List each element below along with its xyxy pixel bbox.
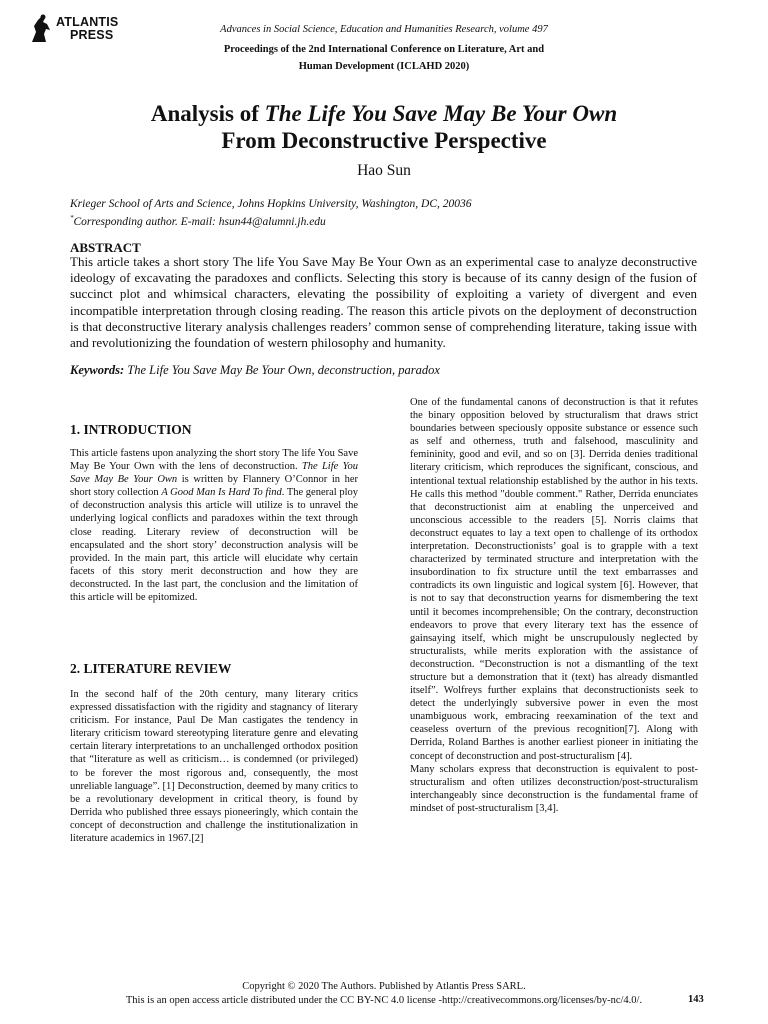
intro-text-3: . The general ploy of deconstruction analysis this article will utilize is to unravel the underlying logical conflicts and paradoxes within the text through close reading. Literary review of deconstruction will be encapsulated and the short story’ deconstruction analysis will be provided. In the main part, this article will elucidate why certain facets of this story merit deconstruction and how they are deconstructed. In the last part, the conclusion and the limitation of this article will be epitomized.	[70, 487, 358, 604]
right-column-paragraph-2: Many scholars express that deconstruction is equivalent to post-structuralism and often utilizes deconstruction/post-structuralism interchangeably since deconstruction is the fundamental frame of mindset of post-structuralism [3,4].	[410, 763, 698, 814]
publisher-name	[56, 16, 118, 42]
abstract-text: This article takes a short story The life You Save May Be Your Own as an experimental case to analyze deconstructive ideology of excavating the paradoxes and conflicts. Selecting this story is because of its canny design of the fusion of succinct plot and whimsical characters, elevating the possibility of exploiting a variety of divergent and even incompatible interpretation through closing reading. The reason this article pivots on the deployment of deconstruction is that deconstructive literary analysis challenges readers’ common sense of comprehending literature, taking issue with and revolutionizing the foundation of western philosophy and humanity.	[70, 254, 697, 351]
proceedings-line1: Proceedings of the 2nd International Conference on Literature, Art and	[223, 44, 545, 55]
title-line2: From Deconstructive Perspective	[221, 128, 547, 153]
keywords	[70, 363, 697, 378]
right-column	[410, 396, 698, 815]
proceedings-line2: Human Development (ICLAHD 2020)	[298, 61, 470, 72]
section-heading-introduction: 1. INTRODUCTION	[70, 422, 192, 437]
affiliation-line2: Corresponding author. E-mail: hsun44@alumni.jh.edu	[73, 215, 326, 228]
affiliation	[70, 197, 472, 229]
abstract-heading: ABSTRACT	[70, 240, 141, 255]
intro-text-1: This article fastens upon analyzing the short story The life You Save May Be Your Own with the lens of deconstruction.	[70, 448, 358, 473]
affiliation-line1: Krieger School of Arts and Science, Johns Hopkins University, Washington, DC, 20036	[70, 198, 472, 210]
footer-license: This is an open access article distributed under the CC BY-NC 4.0 license -http://creativecommons.org/licenses/by-nc/4.0/.	[125, 995, 643, 1006]
intro-italic-2: A Good Man Is Hard To find	[161, 487, 282, 499]
footer-copyright: Copyright © 2020 The Authors. Published by Atlantis Press SARL.	[242, 981, 526, 992]
affiliation-star: *	[70, 214, 74, 222]
keywords-label: Keywords:	[70, 363, 125, 377]
keywords-text: The Life You Save May Be Your Own, deconstruction, paradox	[124, 363, 440, 377]
page-number: 143	[688, 994, 704, 1005]
intro-text-2: is written by Flannery O’Connor in her short story collection	[70, 474, 358, 499]
atlantis-figure-icon	[30, 14, 52, 44]
paper-title	[40, 100, 728, 154]
right-column-paragraph-1: One of the fundamental canons of deconstruction is that it refutes the binary opposition beloved by structuralism that draws strict boundaries between speciously opposite substance or essence such as self and otherness, truth and falsehood, masculinity and femininity, good and evil, and so on [3]. Derrida denies traditional literary criticism, which reproduces the significant, conscious, and intentional textual relationship established by the author in his texts. He calls this method "double comment." Rather, Derrida enunciates that deconstructionist aim at enabling the unperceived and unconscious accessible to the readers [5]. Norris claims that deconstruct equates to lay a text open to challenge of its orthodox interpretation. Deconstructionists’ goal is to grapple with a text characterized by terminated structure and interpretation with the insubordination to fix structure until the text embarrasses and contradicts its own linguistic and logical system [6]. However, that is not to say that deconstruction yearns for dismembering the text until it becomes incomprehensible; On the contrary, deconstruction endeavors to prove that every literary text has the essence of gainsaying itself, which might be unscrupulously neglected by structuralists, while merits exploration with the assistance of deconstruction. “Deconstruction is not a dismantling of the text structure but a demonstration that it (text) has already dismantled itself”. Wolfreys further explains that deconstructionists seek to detect the underlyingly subversive power in even the most unambiguous work, embracing reexamination of the text and ceaseless overturn of the previous recognition[7]. Along with Derrida, Roland Barthes is another earliest pioneer in initiating the concept of deconstruction and post-structuralism [4].	[410, 397, 698, 762]
publisher-logo	[30, 14, 130, 48]
introduction-paragraph	[70, 447, 358, 604]
title-prefix: Analysis of	[150, 101, 265, 126]
author-name: Hao Sun	[357, 162, 411, 179]
literature-review-paragraph: In the second half of the 20th century, many literary critics expressed dissatisfaction with the rigidity and stagnancy of literary criticism. For instance, Paul De Man castigates the tendency in literary criticism toward stereotyping literature genre and elevating certain literary interpretations to an unchallenged orthodox position that “literature as well as criticism… is condemned (or privileged) to be forever the most rigorous and, consequently, the most unreliable language”. [1] Deconstruction, deemed by many critics to be a revolutionary development in critical theory, is found by Derrida who published three essays pioneeringly, which contain the concept of deconstruction and challenge the institutionalization in literature academics in 1967.[2]	[70, 689, 358, 845]
publisher-name-line2: PRESS	[70, 28, 114, 42]
series-header: Advances in Social Science, Education and Humanities Research, volume 497	[220, 24, 548, 35]
proceedings-header	[150, 41, 618, 75]
publisher-name-line1: ATLANTIS	[56, 15, 119, 29]
title-italic: The Life You Save May Be Your Own	[264, 101, 618, 126]
intro-italic-1: The Life You Save May Be Your Own	[70, 461, 358, 486]
section-heading-literature-review: 2. LITERATURE REVIEW	[70, 661, 232, 676]
